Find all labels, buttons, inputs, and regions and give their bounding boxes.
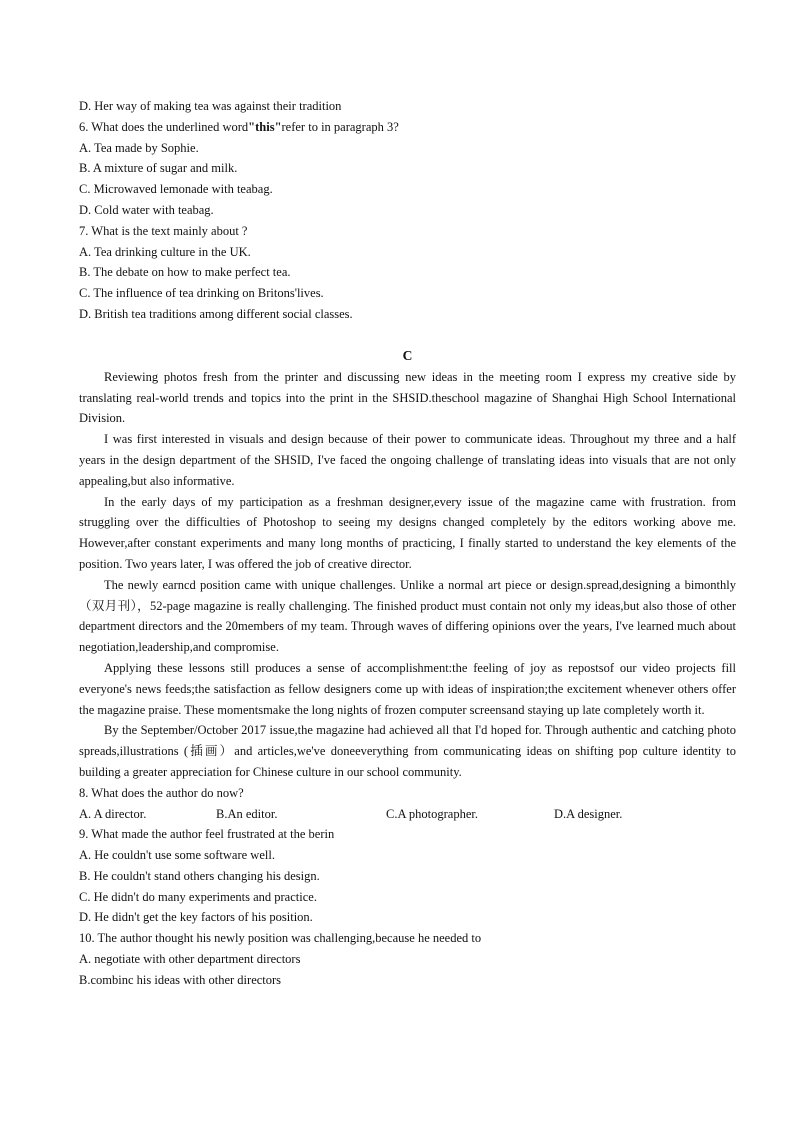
q7-option-c: C. The influence of tea drinking on Britons'lives.: [79, 286, 324, 301]
q6-option-a: A. Tea made by Sophie.: [79, 140, 199, 155]
q9-option-d: D. He didn't get the key factors of his position.: [79, 910, 313, 925]
q10-question: 10. The author thought his newly position was challenging,because he needed to: [79, 931, 482, 946]
q8-option-a: A. A director.: [79, 806, 147, 821]
q10-option-b: B.combinc his ideas with other directors: [79, 972, 282, 987]
passage-paragraph-4: The newly earncd position came with unique challenges. Unlike a normal art piece or design.spread,designing a bimonthly（双月刊），52-page magazine is really challenging. The finished product must contain not only my ideas,but also those of other department directors and the 20members of my team. Through waves of differing opinions over the years, I've learned much about negotiation,leadership,and compromise.: [79, 577, 736, 655]
q7-option-b: B. The debate on how to make perfect tea.: [79, 265, 291, 280]
passage-paragraph-1: Reviewing photos fresh from the printer and discussing new ideas in the meeting room I express my creative side by translating real-world trends and topics into the print in the SHSID.theschool magazine of Shanghai High School International Division.: [79, 369, 736, 426]
q6-option-d: D. Cold water with teabag.: [79, 202, 214, 217]
passage-heading: C: [402, 347, 413, 363]
q8-option-c: C.A photographer.: [386, 806, 479, 821]
q9-question: 9. What made the author feel frustrated at the berin: [79, 827, 335, 842]
document-page: [79, 96, 736, 991]
q7-option-d: D. British tea traditions among different social classes.: [79, 306, 353, 321]
q8-options: [79, 804, 736, 825]
q10-option-a: A. negotiate with other department directors: [79, 952, 301, 967]
q7-option-a: A. Tea drinking culture in the UK.: [79, 244, 251, 259]
q9-option-b: B. He couldn't stand others changing his design.: [79, 868, 320, 883]
q9-option-c: C. He didn't do many experiments and practice.: [79, 889, 317, 904]
q8-option-d: D.A designer.: [554, 806, 623, 821]
q6-option-b: B. A mixture of sugar and milk.: [79, 161, 238, 176]
q7-question: 7. What is the text mainly about ?: [79, 223, 248, 238]
q5-option-d: D. Her way of making tea was against their tradition: [79, 99, 342, 113]
q8-question: 8. What does the author do now?: [79, 785, 244, 800]
underlined-word: "this": [248, 119, 282, 134]
passage-paragraph-3: In the early days of my participation as a freshman designer,every issue of the magazine came with frustration. from struggling over the difficulties of Photoshop to seeing my designs changed completely by the editors working above me. However,after constant experiments and many long months of practicing, I finally started to understand the key elements of the position. Two years later, I was offered the job of creative director.: [79, 494, 736, 571]
passage-paragraph-5: Applying these lessons still produces a sense of accomplishment:the feeling of joy as repostsof our video projects fill everyone's news feeds;the satisfaction as fellow designers come up with ideas of inspiration;the excitement whenever others offer the magazine praise. These momentsmake the long nights of frozen computer screensand staying up late completely worth it.: [79, 660, 736, 717]
passage-paragraph-2: I was first interested in visuals and design because of their power to communicate ideas. Throughout my three and a half years in the design department of the SHSID, I've faced the ongoing challenge of translating ideas into visuals that are not only appealing,but also informative.: [79, 432, 736, 488]
passage-paragraph-6: By the September/October 2017 issue,the magazine had achieved all that I'd hoped for. Through authentic and catching photo spreads,illustrations (插画）and articles,we've doneeverything from communicating ideas on shifting pop culture identity to building a greater appreciation for Chinese culture in our school community.: [79, 723, 736, 779]
q6-question: 6. What does the underlined word"this"refer to in paragraph 3?: [79, 119, 399, 134]
q9-option-a: A. He couldn't use some software well.: [79, 848, 275, 863]
q8-option-b: B.An editor.: [216, 806, 278, 821]
q6-option-c: C. Microwaved lemonade with teabag.: [79, 182, 273, 197]
